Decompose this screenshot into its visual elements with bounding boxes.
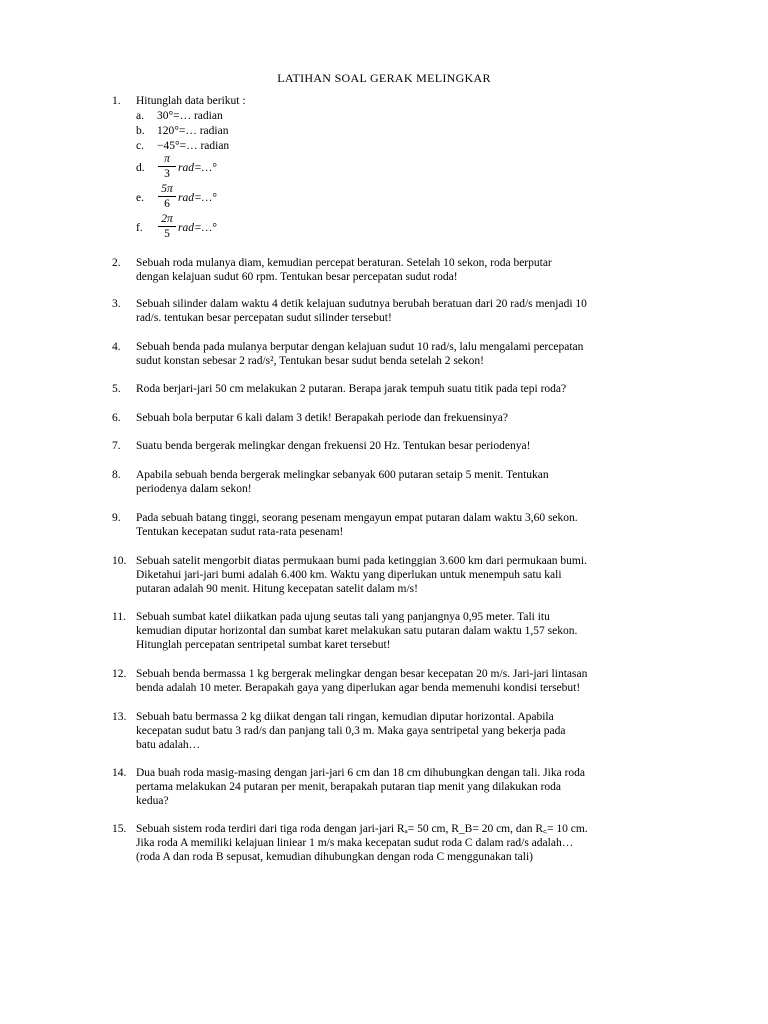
sub-expression: rad=…° — [178, 222, 217, 234]
question-line: kedua? — [136, 795, 169, 807]
question-3 — [112, 297, 682, 325]
question-line: Apabila sebuah benda bergerak melingkar sebanyak 600 putaran setaip 5 menit. Tentukan — [136, 469, 549, 481]
question-line: periodenya dalam sekon! — [136, 483, 252, 495]
question-number: 13. — [112, 711, 127, 723]
fraction — [158, 183, 176, 210]
question-number: 6. — [112, 412, 121, 424]
question-number: 15. — [112, 823, 127, 835]
question-13 — [112, 710, 682, 752]
question-15 — [112, 822, 682, 864]
question-11 — [112, 610, 682, 652]
page-title: LATIHAN SOAL GERAK MELINGKAR — [277, 71, 491, 85]
question-line: Roda berjari-jari 50 cm melakukan 2 putaran. Berapa jarak tempuh suatu titik pada tepi roda? — [136, 383, 567, 395]
question-text: Hitunglah data berikut : — [136, 95, 246, 107]
sub-letter: c. — [136, 140, 144, 152]
question-line: Dua buah roda masig-masing dengan jari-jari 6 cm dan 18 cm dihubungkan dengan tali. Jika roda — [136, 767, 586, 779]
fraction-denominator: 5 — [164, 228, 170, 240]
question-line: dengan kelajuan sudut 60 rpm. Tentukan besar percepatan sudut roda! — [136, 271, 458, 283]
question-line: Jika roda A memiliki kelajuan liniear 1 m/s maka kecepatan sudut roda C dalam rad/s adalah… — [136, 837, 574, 849]
question-8 — [112, 468, 682, 496]
question-line: Sebuah batu bermassa 2 kg diikat dengan tali ringan, kemudian diputar horizontal. Apabila — [136, 711, 554, 723]
question-line: Sebuah roda mulanya diam, kemudian percepat beraturan. Setelah 10 sekon, roda berputar — [136, 257, 552, 269]
question-line: Pada sebuah batang tinggi, seorang pesenam mengayun empat putaran dalam waktu 3,60 sekon. — [136, 512, 578, 524]
sub-letter: f. — [136, 222, 143, 234]
question-number: 14. — [112, 767, 127, 779]
question-number: 5. — [112, 383, 121, 395]
question-line: rad/s. tentukan besar percepatan sudut silinder tersebut! — [136, 312, 392, 324]
question-number: 2. — [112, 257, 121, 269]
question-line: Sebuah sumbat katel diikatkan pada ujung seutas tali yang panjangnya 0,95 meter. Tali itu — [136, 611, 550, 623]
question-line: Suatu benda bergerak melingkar dengan frekuensi 20 Hz. Tentukan besar periodenya! — [136, 440, 531, 452]
question-14 — [112, 766, 682, 808]
sub-letter: b. — [136, 125, 145, 137]
sub-expression: −45°=… radian — [157, 140, 230, 152]
question-line: Tentukan kecepatan sudut rata-rata pesenam! — [136, 526, 344, 538]
question-number: 12. — [112, 668, 127, 680]
fraction — [158, 213, 176, 240]
question-line: putaran adalah 90 menit. Hitung kecepatan satelit dalam m/s! — [136, 583, 418, 595]
question-line: benda adalah 10 meter. Berapakah gaya yang diperlukan agar benda memenuhi kondisi tersebut! — [136, 682, 581, 694]
question-line: Sebuah sistem roda terdiri dari tiga roda dengan jari-jari Rₐ= 50 cm, R_B= 20 cm, dan R꜀= 10 cm. — [136, 823, 588, 835]
question-9 — [112, 511, 682, 539]
question-line: Hitunglah percepatan sentripetal sumbat karet tersebut! — [136, 639, 391, 651]
sub-letter: d. — [136, 162, 145, 174]
question-line: batu adalah… — [136, 739, 201, 751]
question-line: sudut konstan sebesar 2 rad/s², Tentukan besar sudut benda setelah 2 sekon! — [136, 355, 484, 367]
fraction-denominator: 3 — [164, 168, 170, 180]
question-line: (roda A dan roda B sepusat, kemudian dihubungkan dengan roda C menggunakan tali) — [136, 851, 533, 863]
fraction-denominator: 6 — [164, 198, 170, 210]
question-number: 11. — [112, 611, 126, 623]
sub-expression: rad=…° — [178, 192, 217, 204]
sub-letter: e. — [136, 192, 144, 204]
question-line: kemudian diputar horizontal dan sumbat karet melakukan satu putaran dalam waktu 1,57 sekon. — [136, 625, 578, 637]
question-5 — [112, 382, 682, 396]
fraction-numerator: π — [158, 153, 176, 167]
question-number: 3. — [112, 298, 121, 310]
question-number: 10. — [112, 555, 127, 567]
question-line: pertama melakukan 24 putaran per menit, berapakah putaran tiap menit yang dilakukan roda — [136, 781, 562, 793]
sub-letter: a. — [136, 110, 144, 122]
question-line: Sebuah silinder dalam waktu 4 detik kelajuan sudutnya berubah beratuan dari 20 rad/s menjadi 10 — [136, 298, 587, 310]
question-7 — [112, 439, 682, 453]
question-line: kecepatan sudut batu 3 rad/s dan panjang tali 0,3 m. Maka gaya sentripetal yang bekerja pada — [136, 725, 566, 737]
sub-expression: 120°=… radian — [157, 125, 229, 137]
question-10 — [112, 554, 682, 596]
fraction-numerator: 5π — [158, 183, 176, 197]
sub-expression: 30°=… radian — [157, 110, 223, 122]
question-2 — [112, 256, 682, 284]
question-line: Sebuah satelit mengorbit diatas permukaan bumi pada ketinggian 3.600 km dari permukaan bumi. — [136, 555, 587, 567]
question-number: 9. — [112, 512, 121, 524]
question-line: Sebuah bola berputar 6 kali dalam 3 detik! Berapakah periode dan frekuensinya? — [136, 412, 509, 424]
question-number: 1. — [112, 95, 121, 107]
question-number: 4. — [112, 341, 121, 353]
question-line: Diketahui jari-jari bumi adalah 6.400 km. Waktu yang diperlukan untuk menempuh satu kali — [136, 569, 562, 581]
sub-expression: rad=…° — [178, 162, 217, 174]
question-4 — [112, 340, 682, 368]
question-12 — [112, 667, 682, 695]
question-line: Sebuah benda pada mulanya berputar dengan kelajuan sudut 10 rad/s, lalu mengalami percepatan — [136, 341, 584, 353]
question-6 — [112, 411, 682, 425]
question-number: 8. — [112, 469, 121, 481]
question-line: Sebuah benda bermassa 1 kg bergerak melingkar dengan besar kecepatan 20 m/s. Jari-jari lintasan — [136, 668, 588, 680]
fraction — [158, 153, 176, 180]
fraction-numerator: 2π — [158, 213, 176, 227]
question-number: 7. — [112, 440, 121, 452]
question-1 — [112, 94, 682, 108]
